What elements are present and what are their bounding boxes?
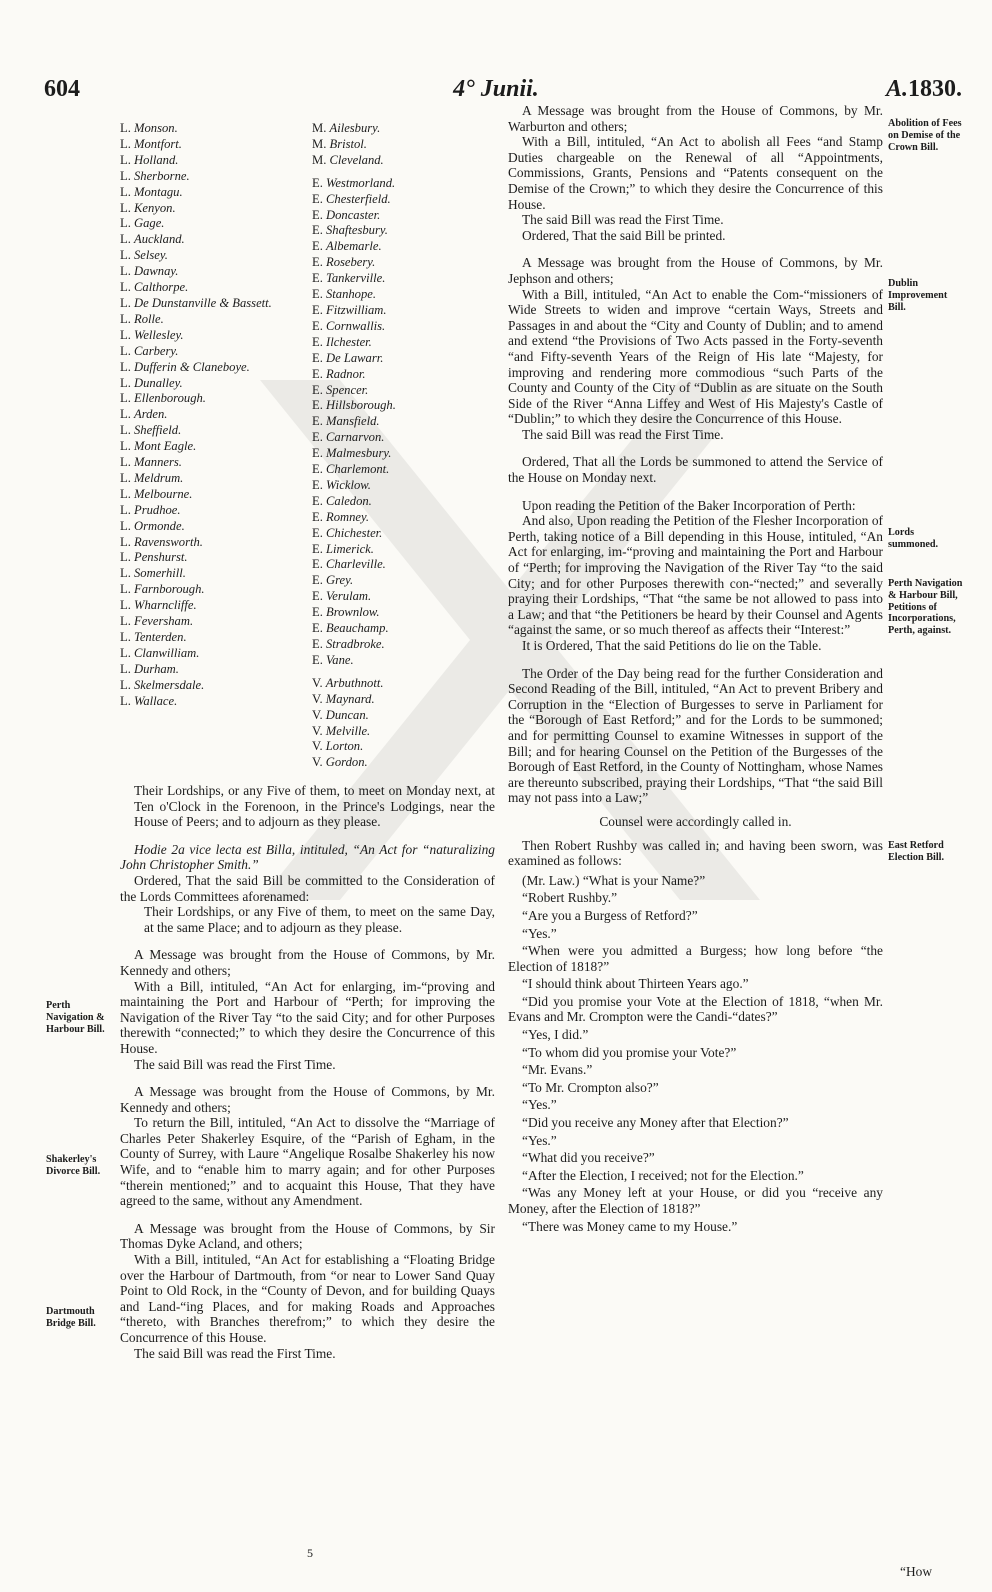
peer-name: E. Romney. xyxy=(312,509,370,524)
peer-name: L. Selsey. xyxy=(120,248,168,263)
perth-first-reading: The said Bill was read the First Time. xyxy=(134,1056,336,1072)
perth-bill-section xyxy=(120,947,495,1072)
meeting-text: Their Lordships, or any Five of them, to meet on Monday next, at Ten o'Clock in the Forenoon, in the Prince's Lodgings, near the House of Peers; and to adjourn as they please. xyxy=(134,783,495,830)
peer-name: L. Farnborough. xyxy=(120,582,205,597)
peer-name: L. Tenterden. xyxy=(120,630,187,644)
peer-name: L. Sheffield. xyxy=(120,423,182,438)
peer-name: L. Feversham. xyxy=(120,614,194,629)
page-year xyxy=(886,76,962,103)
abolition-message: A Message was brought from the House of Commons, by Mr. Warburton and others; xyxy=(508,103,883,134)
peer-name: E. Albemarle. xyxy=(312,239,382,254)
peer-name: E. Tankerville. xyxy=(312,271,386,286)
examination-line: “When were you admitted a Burgess; how long before “the Election of 1818?” xyxy=(508,943,883,974)
peer-name: L. Penshurst. xyxy=(120,550,188,565)
peer-name: L. Prudhoe. xyxy=(120,502,181,517)
abolition-section xyxy=(508,103,883,243)
abolition-printed: Ordered, That the said Bill be printed. xyxy=(522,227,726,243)
peer-name: E. Doncaster. xyxy=(312,207,381,222)
peer-name: M. Cleveland. xyxy=(312,152,384,167)
margin-note-perth: Perth Navigation & Harbour Bill. xyxy=(46,1000,105,1035)
peer-name: L. Carbery. xyxy=(120,343,179,358)
peer-name: L. De Dunstanville & Bassett. xyxy=(120,295,272,310)
shakerley-message: A Message was brought from the House of Commons, by Mr. Kennedy and others; xyxy=(120,1084,495,1115)
naturalization-section xyxy=(120,842,495,936)
peer-name: E. Carnarvon. xyxy=(312,430,385,445)
examination-line: “Yes.” xyxy=(522,1097,557,1113)
examination-line: (Mr. Law.) “What is your Name?” xyxy=(522,872,706,888)
peer-name: L. Wharncliffe. xyxy=(120,598,197,613)
peer-name: V. Duncan. xyxy=(312,707,369,722)
peer-name: M. Ailesbury. xyxy=(312,121,381,135)
peer-name: E. Vane. xyxy=(312,652,354,667)
petition-flesher: And also, Upon reading the Petition of the Flesher Incorporation of Perth, taking notice of a Bill depending in this House, intituled, “An Act for enlarging, im-“proving and maintaining the Port and Harbour of “Perth; for improving the Navigation of the River Tay “to the said City; and for other Purposes therewith con-“nected;” and severally praying their Lordships, “That “the same be not allowed to pass into a Law; and that “the Petitioners be heard by their Counsel and Agents “against the same, or so much thereof as affects their “Interest:” xyxy=(508,513,883,638)
margin-note-shakerley: Shakerley's Divorce Bill. xyxy=(46,1154,101,1177)
peer-name: L. Holland. xyxy=(120,152,179,167)
examination-line: “Are you a Burgess of Retford?” xyxy=(522,907,698,923)
petition-baker: Upon reading the Petition of the Baker Incorporation of Perth: xyxy=(522,497,856,513)
peer-name: E. Chesterfield. xyxy=(312,191,391,206)
peer-name: E. Wicklow. xyxy=(312,477,371,492)
marquesses-list xyxy=(312,121,396,169)
catchword: “How xyxy=(900,1564,932,1579)
peer-name: E. Cornwallis. xyxy=(312,318,386,333)
peer-name: E. Radnor. xyxy=(312,366,366,381)
shakerley-section xyxy=(120,1084,495,1209)
abolition-first-reading: The said Bill was read the First Time. xyxy=(522,212,724,228)
peer-name: E. Malmesbury. xyxy=(312,446,392,461)
peer-name: V. Melville. xyxy=(312,723,371,738)
examination-line: “Did you promise your Vote at the Election of 1818, “when Mr. Evans and Mr. Crompton were the Candi-“dates?” xyxy=(508,993,883,1025)
peer-name: E. Charlemont. xyxy=(312,462,390,477)
peer-name: L. Melbourne. xyxy=(120,486,193,501)
east-retford-section xyxy=(508,666,883,1235)
peer-name: L. Kenyon. xyxy=(120,200,176,215)
peer-name: L. Ellenborough. xyxy=(120,391,206,406)
examination-line: “There was Money came to my House.” xyxy=(522,1218,738,1234)
peer-name: E. Hillsborough. xyxy=(312,398,396,413)
abolition-bill-title: With a Bill, intituled, “An Act to abolish all Fees “and Stamp Duties chargeable on the Renewal of all “Appointments, Commissions, Grants, Pensions and “Patents consequent on the Demise of the Crown;” to which they desire the Concurrence of this House. xyxy=(508,134,883,212)
peer-name: L. Mont Eagle. xyxy=(120,439,197,454)
dublin-bill-title: With a Bill, intituled, “An Act to enable the Com-“missioners of Wide Streets to widen and improve “certain Ways, Streets and Passages in and about the “City and County of Dublin; and to amend and extend “the Provisions of Two Acts passed in the Forty-seventh “and Fifty-seventh Years of the Reign of His late “Majesty, for improving and rendering more commodious “such Parts of the County and County of the City of “Dublin as are situate on the South Side of the River “Anna Liffey and West of His Majesty's Castle of “Dublin;” to which they desire the Concurrence of this House. xyxy=(508,286,883,427)
signature-mark: 5 xyxy=(307,1546,313,1560)
counsel-called: Counsel were accordingly called in. xyxy=(599,813,792,829)
dartmouth-message: A Message was brought from the House of Commons, by Sir Thomas Dyke Acland, and others; xyxy=(120,1220,495,1252)
hodie-meeting: Their Lordships, or any Five of them, to meet on the same Day, at the same Place; and to adjourn as they please. xyxy=(144,904,495,935)
hodie-text: Hodie 2a vice lecta est Billa, intituled, “An Act for “naturalizing John Christopher Smith.” xyxy=(120,841,495,873)
earls-list xyxy=(312,176,396,669)
shakerley-bill-title: To return the Bill, intituled, “An Act to dissolve the “Marriage of Charles Peter Shakerley Esquire, of the “Parish of Egham, in the County of Surrey, with Laure “Angelique Rosalbe Shakerley his now Wife, and to “enable him to marry again; and for other Purposes “therein mentioned;” and to acquaint this House, That they have agreed to the same, without any Amendment. xyxy=(120,1115,495,1209)
peer-name: E. Rosebery. xyxy=(312,255,376,270)
lords-list-barons xyxy=(120,121,272,710)
margin-note-east-retford: East Retford Election Bill. xyxy=(888,840,945,863)
hodie-order: Ordered, That the said Bill be committed to the Consideration of the Lords Committees aforenamed: xyxy=(120,872,495,904)
peer-name: V. Gordon. xyxy=(312,755,368,770)
margin-note-abolition: Abolition of Fees on Demise of the Crown Bill. xyxy=(888,118,962,153)
peer-name: E. Chichester. xyxy=(312,525,383,540)
peer-name: E. Shaftesbury. xyxy=(312,223,388,238)
peer-name: L. Monson. xyxy=(120,121,178,135)
peer-name: L. Meldrum. xyxy=(120,470,184,485)
margin-note-dartmouth: Dartmouth Bridge Bill. xyxy=(46,1306,96,1329)
examination-line: “Yes, I did.” xyxy=(522,1027,589,1043)
peer-name: L. Clanwilliam. xyxy=(120,645,200,660)
viscounts-list xyxy=(312,676,396,771)
rushby-called: Then Robert Rushby was called in; and having been sworn, was examined as follows: xyxy=(508,837,883,869)
peer-name: L. Sherborne. xyxy=(120,168,190,183)
examination-line: “Mr. Evans.” xyxy=(522,1062,593,1078)
peer-name: L. Somerhill. xyxy=(120,566,186,581)
peer-name: E. Westmorland. xyxy=(312,175,396,190)
dartmouth-bill-title: With a Bill, intituled, “An Act for establishing a “Floating Bridge over the Harbour of Dartmouth, from “or near to Lower Sand Quay Point to Old Rock, in the “County of Devon, and for building Quays and Land-“ing Places, and for making Roads and Approaches “thereto, with Branches therefrom;” to which they desire the Concurrence of this House. xyxy=(120,1252,495,1345)
peer-name: V. Maynard. xyxy=(312,691,375,706)
examination-line: “After the Election, I received; not for the Election.” xyxy=(522,1167,804,1183)
peer-name: L. Wallace. xyxy=(120,693,178,708)
peer-name: E. Brownlow. xyxy=(312,605,380,620)
year-value: 1830. xyxy=(908,76,962,102)
peer-name: L. Calthorpe. xyxy=(120,280,189,295)
dublin-section xyxy=(508,255,883,442)
margin-note-dublin: Dublin Improvement Bill. xyxy=(888,278,948,313)
peer-name: L. Wellesley. xyxy=(120,327,184,342)
dartmouth-first-reading: The said Bill was read the First Time. xyxy=(134,1345,336,1361)
peer-name: L. Montagu. xyxy=(120,184,183,199)
peer-name: L. Dunalley. xyxy=(120,375,183,390)
examination-line: “Was any Money left at your House, or did you “receive any Money, after the Election of 1818?” xyxy=(508,1185,883,1216)
page-number: 604 xyxy=(44,76,80,102)
east-retford-order: The Order of the Day being read for the further Consideration and Second Reading of the Bill, intituled, “An Act to prevent Bribery and Corruption in the “Election of Burgesses to serve in Parliament for the “Borough of East Retford;” and for the Lords to be summoned; and for permitting Counsel to examine Witnesses in support of the Bill; and for hearing Counsel on the Petition of the Burgesses of the Borough of East Retford, in the County of Nottingham, whose Names are thereunto subscribed, praying their Lordships, “That “the said Bill may not pass into a Law;” xyxy=(508,665,883,806)
examination-line: “To whom did you promise your Vote?” xyxy=(522,1044,737,1060)
peer-name: L. Montfort. xyxy=(120,136,182,151)
perth-message: A Message was brought from the House of Commons, by Mr. Kennedy and others; xyxy=(120,947,495,978)
examination-line: “To Mr. Crompton also?” xyxy=(522,1079,659,1095)
peer-name: E. Fitzwilliam. xyxy=(312,302,387,317)
left-column-body xyxy=(120,783,495,1373)
peer-name: M. Bristol. xyxy=(312,136,367,151)
peer-name: E. Stanhope. xyxy=(312,287,377,302)
peer-name: V. Arbuthnott. xyxy=(312,675,384,690)
examination-list xyxy=(508,873,883,1234)
peer-name: L. Ravensworth. xyxy=(120,534,203,549)
peer-name: E. Mansfield. xyxy=(312,414,380,429)
peer-name: E. Limerick. xyxy=(312,541,374,556)
examination-line: “Robert Rushby.” xyxy=(522,890,618,906)
dartmouth-section xyxy=(120,1221,495,1361)
peer-name: L. Arden. xyxy=(120,407,168,422)
right-column-body xyxy=(508,103,883,1246)
dublin-first-reading: The said Bill was read the First Time. xyxy=(522,426,724,442)
peer-name: E. Charleville. xyxy=(312,557,386,572)
peer-name: L. Durham. xyxy=(120,661,179,676)
peer-name: E. Verulam. xyxy=(312,589,372,604)
examination-line: “Did you receive any Money after that Election?” xyxy=(522,1115,789,1131)
peer-name: E. Stradbroke. xyxy=(312,637,385,651)
peer-name: L. Auckland. xyxy=(120,232,185,247)
peer-name: L. Manners. xyxy=(120,455,182,470)
peer-name: E. De Lawarr. xyxy=(312,350,384,365)
peer-name: E. Beauchamp. xyxy=(312,621,389,636)
year-prefix: A. xyxy=(885,76,908,102)
peer-name: V. Lorton. xyxy=(312,739,364,754)
peer-name: L. Ormonde. xyxy=(120,518,185,533)
examination-line: “Yes.” xyxy=(522,925,557,941)
petition-order: It is Ordered, That the said Petitions do lie on the Table. xyxy=(522,638,822,653)
peer-name: E. Caledon. xyxy=(312,493,372,508)
peer-name: L. Dufferin & Claneboye. xyxy=(120,359,250,374)
peer-name: E. Ilchester. xyxy=(312,334,372,349)
summons-section xyxy=(508,454,883,485)
margin-note-petitions: Perth Navigation & Harbour Bill, Petitions of Incorporations, Perth, against. xyxy=(888,578,963,637)
dublin-message: A Message was brought from the House of Commons, by Mr. Jephson and others; xyxy=(508,255,883,286)
perth-bill-title: With a Bill, intituled, “An Act for enlarging, im-“proving and maintaining the Port and Harbour of “Perth; for improving the Navigation of the River Tay “to the said City; and for other Purposes therewith “connected;” to which they desire the Concurrence of this House. xyxy=(120,978,495,1056)
examination-line: “What did you receive?” xyxy=(522,1150,655,1166)
peer-name: E. Grey. xyxy=(312,573,354,588)
margin-note-summons: Lords summoned. xyxy=(888,527,939,550)
summons-order: Ordered, That all the Lords be summoned to attend the Service of the House on Monday next. xyxy=(508,454,883,486)
peer-name: E. Spencer. xyxy=(312,382,369,397)
peer-name: L. Gage. xyxy=(120,216,165,231)
petitions-section xyxy=(508,498,883,654)
peer-name: L. Skelmersdale. xyxy=(120,677,205,692)
peer-name: L. Dawnay. xyxy=(120,264,179,279)
page-date: 4° Junii. xyxy=(453,76,539,102)
peer-name: L. Rolle. xyxy=(120,311,164,326)
examination-line: “Yes.” xyxy=(522,1132,557,1148)
meeting-section xyxy=(120,783,495,830)
examination-line: “I should think about Thirteen Years ago.” xyxy=(522,976,749,992)
lords-list-peers xyxy=(312,121,396,771)
